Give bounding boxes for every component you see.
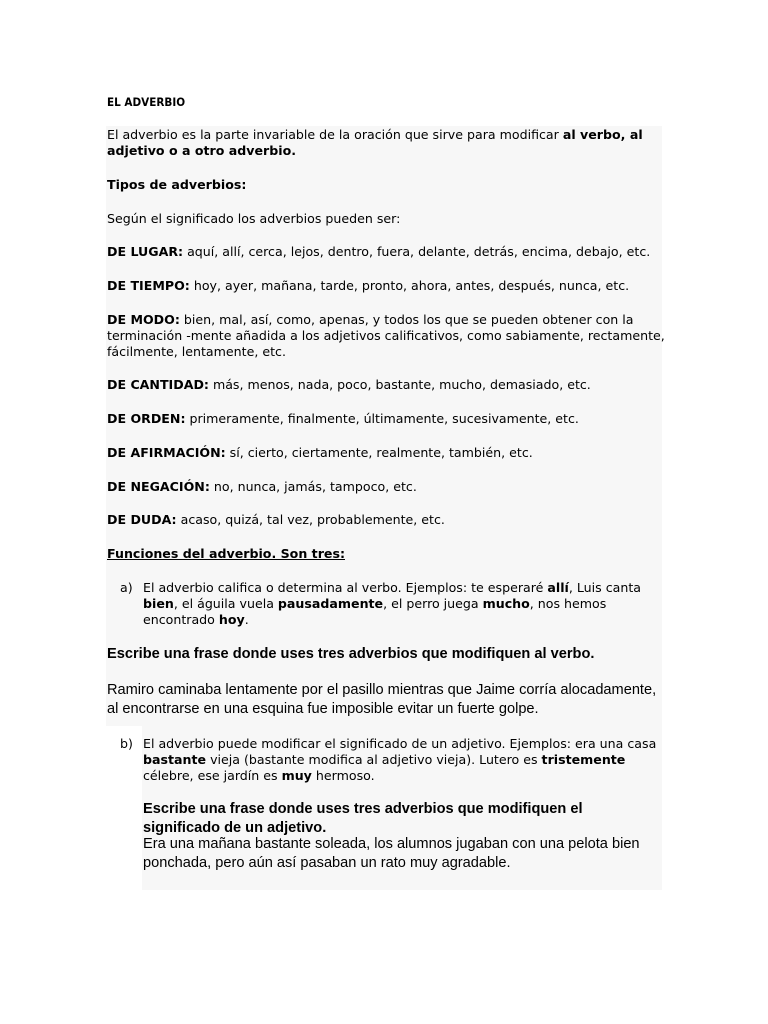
text-run: , el águila vuela [173,596,278,611]
type-text: bien, mal, así, como, apenas, y todos los que se pueden obtener con la terminación -mente añadida a los adjetivos calificativos, como sabiamente, rectamente, fácilmente, lentamente, etc. [107,312,665,359]
type-text: no, nunca, jamás, tampoco, etc. [209,479,417,494]
adverb-bold: bien [143,596,174,611]
tipos-heading: Tipos de adverbios: [107,177,247,192]
type-label: DE TIEMPO: [107,278,190,293]
text-run: . [244,612,249,627]
type-text: aquí, allí, cerca, lejos, dentro, fuera, delante, detrás, encima, debajo, etc. [183,244,651,259]
adverb-bold: hoy [218,612,245,627]
intro-text: El adverbio es la parte invariable de la oración que sirve para modificar [107,127,563,142]
type-tiempo [107,278,667,294]
adverb-bold: bastante [143,752,207,767]
text-run: vieja (bastante modifica al adjetivo vieja). Lutero es [206,752,542,767]
type-label: DE NEGACIÓN: [107,479,210,494]
task-heading-2: Escribe una frase donde uses tres adverbios que modifiquen el significado de un adjetivo. [143,801,583,836]
type-orden [107,411,667,427]
type-text: acaso, quizá, tal vez, probablemente, etc. [176,512,445,527]
type-label: DE ORDEN: [107,411,186,426]
text-run: El adverbio puede modificar el significado de un adjetivo. Ejemplos: era una casa [143,736,657,751]
answer-1: Ramiro caminaba lentamente por el pasillo mientras que Jaime corría alocadamente, al encontrarse en una esquina fue imposible evitar un fuerte golpe. [107,682,657,717]
text-run: hermoso. [311,768,375,783]
type-cantidad [107,377,667,393]
type-text: hoy, ayer, mañana, tarde, pronto, ahora, antes, después, nunca, etc. [189,278,630,293]
text-run: El adverbio califica o determina al verbo. Ejemplos: te esperaré [143,580,548,595]
list-marker: a) [120,580,133,595]
segun-text: Según el significado los adverbios pueden ser: [107,211,401,226]
type-label: DE DUDA: [107,512,177,527]
document-title: EL ADVERBIO [107,95,186,109]
type-text: sí, cierto, ciertamente, realmente, también, etc. [225,445,533,460]
intro-bold: al verbo, al adjetivo o a otro adverbio. [107,127,643,158]
list-item-text [143,580,663,628]
text-run: célebre, ese jardín es [143,768,282,783]
type-negacion [107,479,667,495]
type-lugar [107,244,667,260]
type-text: primeramente, finalmente, últimamente, sucesivamente, etc. [185,411,579,426]
adverb-bold: tristemente [541,752,626,767]
type-label: DE LUGAR: [107,244,184,259]
text-run: , nos hemos encontrado [143,596,607,627]
answer-2: Era una mañana bastante soleada, los alumnos jugaban con una pelota bien ponchada, pero aún así pasaban un rato muy agradable. [143,836,640,871]
type-afirmacion [107,445,667,461]
funciones-heading: Funciones del adverbio. Son tres: [107,546,345,561]
list-marker: b) [120,736,133,751]
type-text: más, menos, nada, poco, bastante, mucho, demasiado, etc. [208,377,591,392]
type-duda [107,512,667,528]
list-item-text [143,736,663,784]
type-label: DE AFIRMACIÓN: [107,445,226,460]
adverb-bold: mucho [482,596,530,611]
text-run: , el perro juega [383,596,483,611]
intro-paragraph [107,127,667,159]
type-label: DE MODO: [107,312,180,327]
text-run: , Luis canta [568,580,641,595]
type-label: DE CANTIDAD: [107,377,209,392]
type-modo [107,312,667,360]
adverb-bold: allí [547,580,569,595]
task-heading-1: Escribe una frase donde uses tres adverbios que modifiquen al verbo. [107,646,595,662]
adverb-bold: muy [281,768,312,783]
adverb-bold: pausadamente [277,596,384,611]
